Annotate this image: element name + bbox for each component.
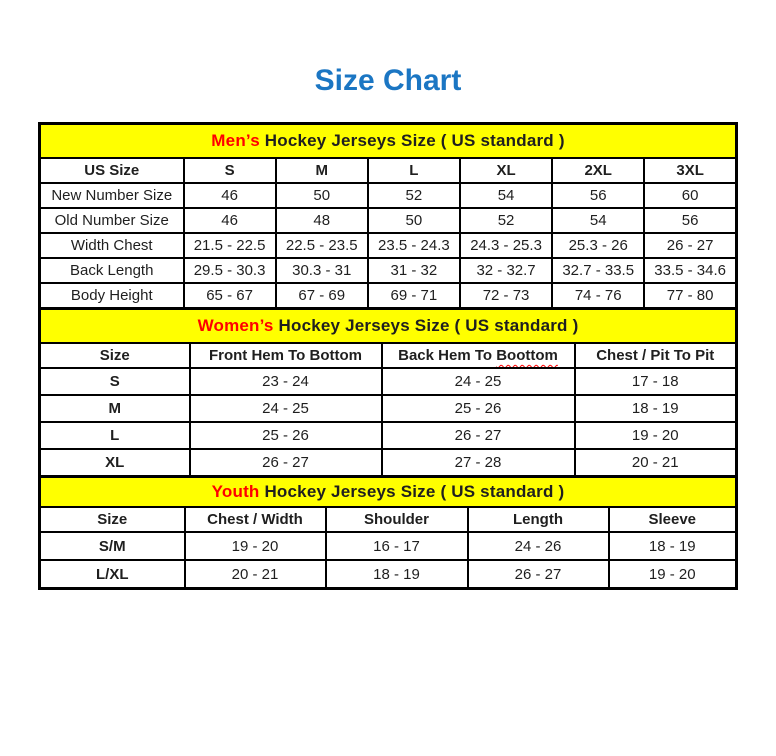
table-row — [40, 258, 737, 283]
column-header: M — [276, 158, 368, 183]
row-label: Width Chest — [40, 233, 184, 258]
cell: 26 - 27 — [644, 233, 736, 258]
row-label: XL — [40, 449, 190, 477]
cell: 69 - 71 — [368, 283, 460, 309]
cell: 77 - 80 — [644, 283, 736, 309]
cell: 30.3 - 31 — [276, 258, 368, 283]
cell: 23 - 24 — [190, 368, 382, 395]
cell: 24 - 25 — [190, 395, 382, 422]
cell: 20 - 21 — [185, 560, 326, 589]
row-label: S — [40, 368, 190, 395]
cell: 22.5 - 23.5 — [276, 233, 368, 258]
cell: 20 - 21 — [575, 449, 737, 477]
cell: 23.5 - 24.3 — [368, 233, 460, 258]
cell: 26 - 27 — [382, 422, 575, 449]
column-header — [382, 343, 575, 368]
cell: 19 - 20 — [575, 422, 737, 449]
column-header: XL — [460, 158, 552, 183]
table-row — [40, 532, 737, 560]
column-header: Sleeve — [609, 507, 737, 532]
column-header: S — [184, 158, 276, 183]
youth-section-rest: Hockey Jerseys Size ( US standard ) — [259, 482, 565, 501]
page-title: Size Chart — [314, 64, 462, 97]
column-header: Chest / Pit To Pit — [575, 343, 737, 368]
cell: 32.7 - 33.5 — [552, 258, 644, 283]
youth-section-band — [40, 477, 737, 508]
cell: 24 - 26 — [468, 532, 609, 560]
cell: 60 — [644, 183, 736, 208]
column-header: US Size — [40, 158, 184, 183]
womens-section-title — [40, 309, 737, 344]
mens-section-title — [40, 124, 737, 159]
cell: 18 - 19 — [326, 560, 468, 589]
cell: 65 - 67 — [184, 283, 276, 309]
mens-header-row — [40, 158, 737, 183]
cell: 54 — [460, 183, 552, 208]
misspelled-word: Boottom — [496, 347, 558, 364]
womens-section-band — [40, 309, 737, 344]
cell: 56 — [644, 208, 736, 233]
cell: 56 — [552, 183, 644, 208]
table-row — [40, 560, 737, 589]
womens-size-table — [38, 307, 738, 478]
cell: 46 — [184, 208, 276, 233]
cell: 24.3 - 25.3 — [460, 233, 552, 258]
mens-section-band — [40, 124, 737, 159]
cell: 21.5 - 22.5 — [184, 233, 276, 258]
cell: 27 - 28 — [382, 449, 575, 477]
cell: 26 - 27 — [468, 560, 609, 589]
cell: 17 - 18 — [575, 368, 737, 395]
cell: 19 - 20 — [185, 532, 326, 560]
column-header: Length — [468, 507, 609, 532]
cell: 24 - 25 — [382, 368, 575, 395]
cell: 18 - 19 — [575, 395, 737, 422]
column-header: Size — [40, 507, 185, 532]
youth-section-title — [40, 477, 737, 508]
table-row — [40, 422, 737, 449]
cell: 74 - 76 — [552, 283, 644, 309]
row-label: Old Number Size — [40, 208, 184, 233]
cell: 26 - 27 — [190, 449, 382, 477]
cell: 52 — [368, 183, 460, 208]
column-header-text: Back Hem To — [398, 347, 497, 364]
row-label: New Number Size — [40, 183, 184, 208]
row-label: S/M — [40, 532, 185, 560]
column-header: L — [368, 158, 460, 183]
column-header: Chest / Width — [185, 507, 326, 532]
table-row — [40, 208, 737, 233]
mens-section-highlight: Men’s — [211, 131, 260, 150]
size-chart — [38, 122, 738, 590]
youth-section-highlight: Youth — [211, 482, 260, 501]
cell: 18 - 19 — [609, 532, 737, 560]
cell: 29.5 - 30.3 — [184, 258, 276, 283]
cell: 31 - 32 — [368, 258, 460, 283]
cell: 33.5 - 34.6 — [644, 258, 736, 283]
column-header: 3XL — [644, 158, 736, 183]
cell: 25.3 - 26 — [552, 233, 644, 258]
cell: 25 - 26 — [190, 422, 382, 449]
cell: 52 — [460, 208, 552, 233]
mens-size-table — [38, 122, 738, 310]
cell: 19 - 20 — [609, 560, 737, 589]
table-row — [40, 183, 737, 208]
youth-size-table — [38, 475, 738, 590]
column-header: Size — [40, 343, 190, 368]
table-row — [40, 449, 737, 477]
cell: 48 — [276, 208, 368, 233]
womens-section-rest: Hockey Jerseys Size ( US standard ) — [273, 316, 579, 335]
row-label: M — [40, 395, 190, 422]
cell: 46 — [184, 183, 276, 208]
table-row — [40, 233, 737, 258]
cell: 50 — [276, 183, 368, 208]
cell: 50 — [368, 208, 460, 233]
cell: 54 — [552, 208, 644, 233]
mens-section-rest: Hockey Jerseys Size ( US standard ) — [259, 131, 565, 150]
column-header: Front Hem To Bottom — [190, 343, 382, 368]
table-row — [40, 395, 737, 422]
cell: 67 - 69 — [276, 283, 368, 309]
youth-header-row — [40, 507, 737, 532]
row-label: L/XL — [40, 560, 185, 589]
column-header: 2XL — [552, 158, 644, 183]
womens-header-row — [40, 343, 737, 368]
womens-section-highlight: Women’s — [197, 316, 274, 335]
cell: 25 - 26 — [382, 395, 575, 422]
cell: 72 - 73 — [460, 283, 552, 309]
row-label: Body Height — [40, 283, 184, 309]
column-header: Shoulder — [326, 507, 468, 532]
cell: 16 - 17 — [326, 532, 468, 560]
cell: 32 - 32.7 — [460, 258, 552, 283]
table-row — [40, 283, 737, 309]
table-row — [40, 368, 737, 395]
row-label: Back Length — [40, 258, 184, 283]
size-chart-page — [0, 64, 776, 590]
row-label: L — [40, 422, 190, 449]
